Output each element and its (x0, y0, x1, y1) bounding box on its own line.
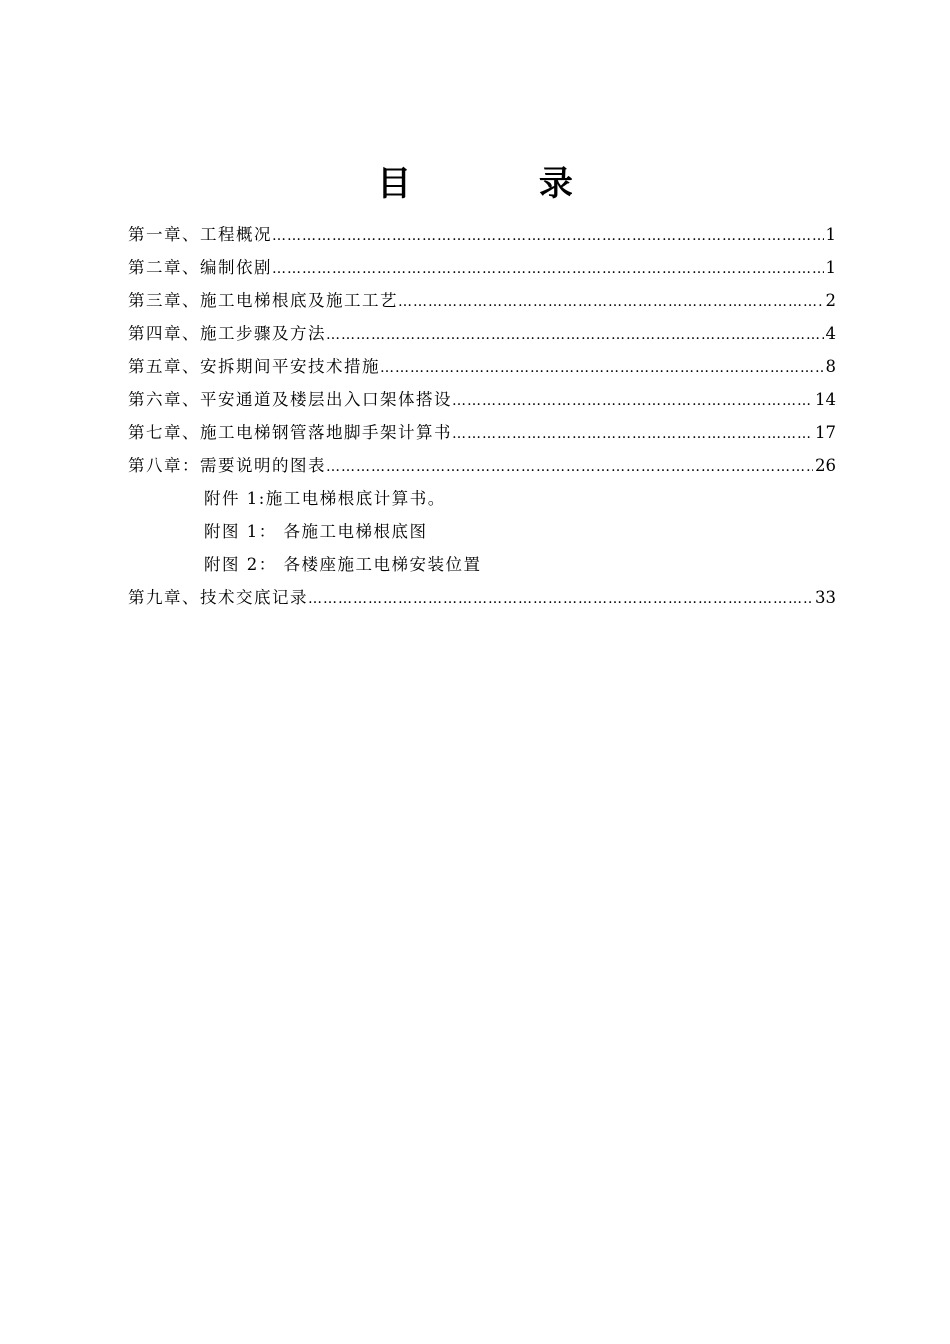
toc-dot-leader (452, 418, 813, 451)
toc-entry-label: 第七章、施工电梯钢管落地脚手架计算书 (128, 423, 452, 442)
toc-entry-label: 第六章、平安通道及楼层出入口架体搭设 (128, 390, 452, 409)
toc-subentry-label: 附图 1： 各施工电梯根底图 (204, 522, 428, 541)
toc-page-number: 1 (825, 258, 836, 277)
toc-entry-chapter-9[interactable] (128, 581, 836, 614)
toc-entry-label: 第三章、施工电梯根底及施工工艺 (128, 291, 398, 310)
toc-page-number: 1 (825, 225, 836, 244)
toc-entry-chapter-4[interactable] (128, 317, 836, 350)
toc-page-number: 26 (815, 456, 836, 475)
toc-entry-chapter-7[interactable] (128, 416, 836, 449)
toc-dot-leader (398, 286, 824, 319)
toc-dot-leader (308, 583, 813, 616)
toc-subentry-figure-1[interactable] (128, 515, 836, 548)
toc-entry-label: 第九章、技术交底记录 (128, 588, 308, 607)
toc-entry-chapter-6[interactable] (128, 383, 836, 416)
toc-entry-chapter-5[interactable] (128, 350, 836, 383)
toc-dot-leader (272, 220, 824, 253)
toc-dot-leader (326, 451, 813, 484)
page-title: 目 录 (377, 164, 631, 204)
toc-subentry-figure-2[interactable] (128, 548, 836, 581)
toc-entry-label: 第四章、施工步骤及方法 (128, 324, 326, 343)
toc-dot-leader (272, 253, 824, 286)
toc-entry-label: 第五章、安拆期间平安技术措施 (128, 357, 380, 376)
toc-page-number: 8 (825, 357, 836, 376)
toc-entry-chapter-8[interactable] (128, 449, 836, 482)
toc-entry-chapter-1[interactable] (128, 218, 836, 251)
toc-entry-chapter-3[interactable] (128, 284, 836, 317)
toc-subentry-label: 附图 2： 各楼座施工电梯安装位置 (204, 555, 482, 574)
toc-entry-label: 第二章、编制依剧 (128, 258, 272, 277)
toc-entry-label: 第八章：需要说明的图表 (128, 456, 326, 475)
toc-entry-chapter-2[interactable] (128, 251, 836, 284)
toc-page-number: 4 (825, 324, 836, 343)
toc-dot-leader (326, 319, 824, 352)
toc-dot-leader (452, 385, 813, 418)
toc-page-number: 2 (825, 291, 836, 310)
toc-subentry-attachment-1[interactable] (128, 482, 836, 515)
toc-page-number: 33 (815, 588, 836, 607)
table-of-contents (128, 218, 836, 614)
toc-entry-label: 第一章、工程概况 (128, 225, 272, 244)
toc-page-number: 17 (815, 423, 836, 442)
toc-page-number: 14 (815, 390, 836, 409)
toc-dot-leader (380, 352, 824, 385)
toc-subentry-label: 附件 1:施工电梯根底计算书。 (204, 489, 446, 508)
